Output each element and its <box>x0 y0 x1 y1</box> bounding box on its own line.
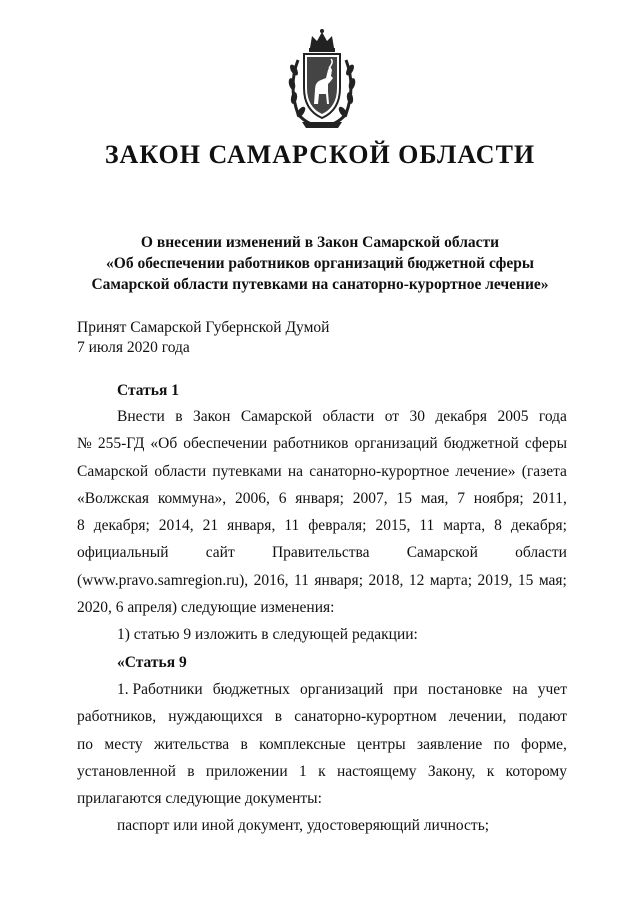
word: № <box>77 435 92 453</box>
word: 1. Работники <box>117 680 203 698</box>
justified-line <box>77 703 567 730</box>
word: работников <box>273 435 349 453</box>
word: обеспечении <box>183 435 268 453</box>
word: Внести <box>117 408 165 425</box>
word: путевками <box>212 462 282 480</box>
word: заявление <box>416 735 483 753</box>
word: жительства <box>154 735 230 753</box>
word: к <box>486 762 495 780</box>
word: марта, <box>443 517 486 535</box>
word: на <box>287 462 304 480</box>
word: в <box>175 408 183 425</box>
word: санаторно-курортное <box>309 462 450 480</box>
subtitle-line: «Об обеспечении работников организаций бюджетной сферы <box>106 255 534 272</box>
word: 8 <box>494 517 502 535</box>
word: 2018, <box>368 571 404 589</box>
word: 2007, <box>352 489 388 507</box>
word: Самарской <box>406 544 478 562</box>
law-subtitle <box>60 232 580 295</box>
word: официальный <box>77 544 169 562</box>
word: Самарской <box>77 462 149 480</box>
word: 15 <box>396 489 412 507</box>
justified-line <box>77 731 567 758</box>
article-1-body <box>77 403 567 840</box>
law-title: ЗАКОН САМАРСКОЙ ОБЛАСТИ <box>104 140 536 169</box>
word: области <box>515 544 567 562</box>
word: при <box>393 680 418 698</box>
word: 11 <box>284 517 300 535</box>
word: Правительства <box>271 544 370 562</box>
word: 11 <box>293 571 309 589</box>
word: Закону, <box>427 762 476 780</box>
word: к <box>318 762 326 780</box>
word: которому <box>505 762 567 780</box>
word: установленной <box>77 762 176 780</box>
word: 2014, <box>158 517 194 535</box>
adopted-date: 7 июля 2020 года <box>77 339 190 356</box>
word: (www.pravo.samregion.ru), <box>77 571 249 589</box>
word: 7 <box>457 489 465 507</box>
word: настоящему <box>336 762 417 780</box>
word: нуждающихся <box>168 708 263 726</box>
word: 1 <box>298 762 307 780</box>
word: постановке <box>427 680 503 698</box>
word: (газета <box>521 462 567 480</box>
word: в <box>187 762 195 780</box>
word: декабря <box>435 408 488 425</box>
list-item-1: 1) статью 9 изложить в следующей редакции: <box>117 626 418 644</box>
word: сферы <box>524 435 567 453</box>
word: марта; <box>429 571 473 589</box>
word: мая, <box>420 489 449 507</box>
word: января, <box>227 517 276 535</box>
word: 2005 <box>497 408 529 425</box>
quoted-article-heading: «Статья 9 <box>117 653 187 671</box>
justified-line <box>77 567 567 594</box>
last-line: 2020, 6 апреля) следующие изменения: <box>77 599 335 617</box>
word: бюджетных <box>212 680 290 698</box>
justified-line <box>77 758 567 785</box>
word: от <box>384 408 400 425</box>
word: работников, <box>77 708 157 726</box>
word: 30 <box>409 408 425 425</box>
word: января; <box>295 489 344 507</box>
word: «Об <box>150 435 178 453</box>
word: коммуна», <box>157 489 227 507</box>
word: 2006, <box>235 489 270 507</box>
word: области <box>154 462 207 480</box>
word: года <box>538 408 567 425</box>
word: 12 <box>408 571 425 589</box>
word: 2016, <box>253 571 289 589</box>
document-list-item: паспорт или иной документ, удостоверяющий личность; <box>117 817 490 835</box>
word: 11 <box>419 517 435 535</box>
justified-line <box>77 430 567 457</box>
word: 15 <box>517 571 534 589</box>
word: по <box>493 735 510 753</box>
word: центры <box>357 735 406 753</box>
word: по <box>77 735 94 753</box>
word: приложении <box>205 762 288 780</box>
adopted-by: Принят Самарской Губернской Думой <box>77 319 330 336</box>
word: 6 <box>278 489 287 507</box>
word: Самарской <box>240 408 313 425</box>
word: 2015, <box>375 517 411 535</box>
subtitle-line: О внесении изменений в Закон Самарской области <box>140 234 500 251</box>
word: форме, <box>521 735 567 753</box>
word: в <box>274 708 283 726</box>
word: февраля; <box>308 517 367 535</box>
justified-line <box>77 539 567 566</box>
justified-line <box>77 458 567 485</box>
justified-line <box>77 512 567 539</box>
word: области <box>322 408 375 425</box>
word: учет <box>537 680 567 698</box>
last-line: прилагаются следующие документы: <box>77 790 322 808</box>
word: на <box>512 680 528 698</box>
justified-line <box>77 676 567 703</box>
word: лечение» <box>455 462 516 480</box>
word: санаторно-курортном <box>294 708 437 726</box>
word: 255-ГД <box>97 435 145 453</box>
word: бюджетной <box>443 435 519 453</box>
word: 8 <box>77 517 85 535</box>
adoption-info <box>77 318 329 358</box>
article-1-heading: Статья 1 <box>117 382 179 399</box>
word: месту <box>104 735 143 753</box>
word: 2019, <box>477 571 513 589</box>
word: в <box>240 735 248 753</box>
word: 21 <box>202 517 219 535</box>
word: сайт <box>205 544 235 562</box>
word: подают <box>518 708 567 726</box>
coat-of-arms-emblem <box>284 26 360 130</box>
word: 2011, <box>532 489 567 507</box>
word: комплексные <box>259 735 346 753</box>
word: января; <box>314 571 363 589</box>
word: декабря; <box>510 517 567 535</box>
justified-line <box>77 403 567 430</box>
subtitle-line: Самарской области путевками на санаторно-курортное лечение» <box>91 276 549 293</box>
word: «Волжская <box>77 489 149 507</box>
word: ноября; <box>473 489 524 507</box>
word: организаций <box>354 435 438 453</box>
word: декабря; <box>93 517 150 535</box>
word: лечении, <box>448 708 507 726</box>
justified-line <box>77 485 567 512</box>
word: мая; <box>538 571 567 589</box>
word: организаций <box>300 680 384 698</box>
word: Закон <box>193 408 231 425</box>
